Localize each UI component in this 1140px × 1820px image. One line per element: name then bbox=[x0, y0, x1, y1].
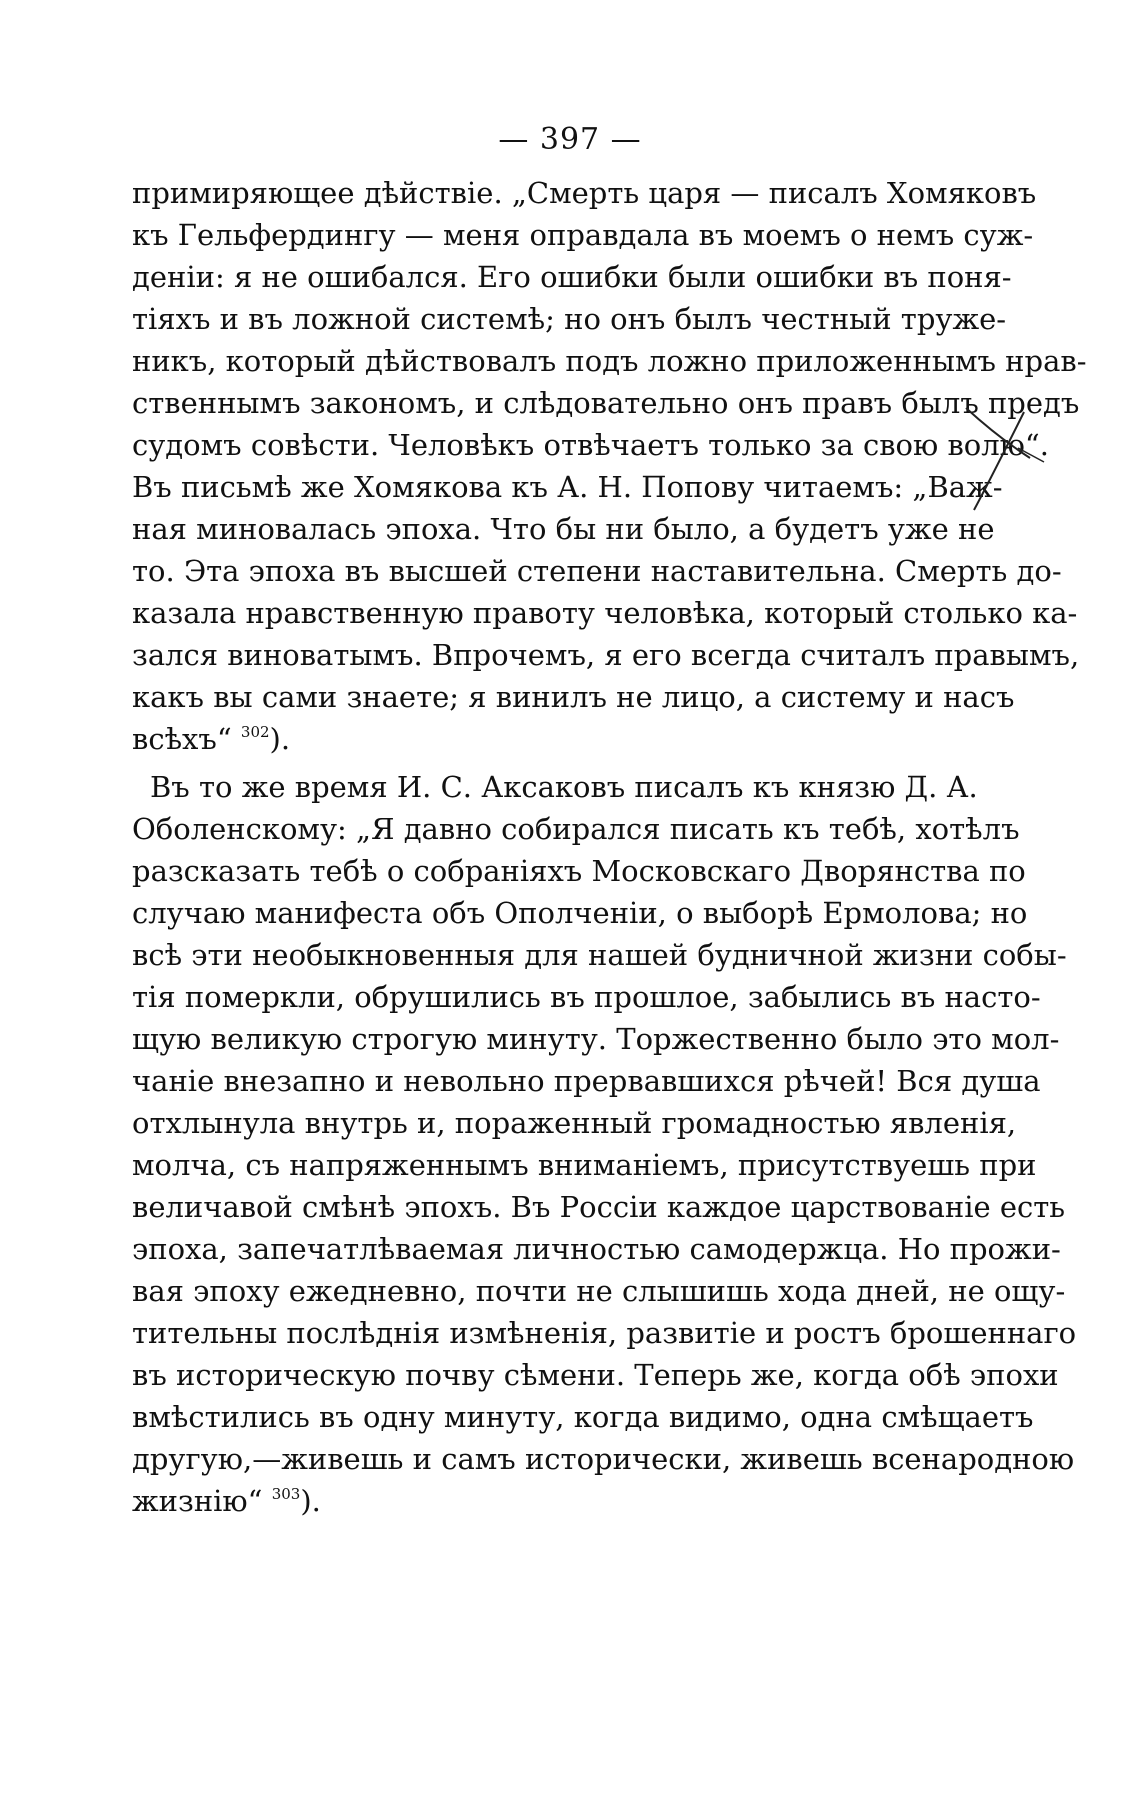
text-line: вмѣстились въ одну минуту, когда видимо, одна смѣщаетъ bbox=[132, 1400, 1034, 1434]
text-line: эпоха, запечатлѣваемая личностью самодержца. Но прожи- bbox=[132, 1232, 1061, 1266]
text-line: ственнымъ закономъ, и слѣдовательно онъ правъ былъ предъ bbox=[132, 386, 1080, 420]
text-line: никъ, который дѣйствовалъ подъ ложно приложеннымъ нрав- bbox=[132, 344, 1087, 378]
text-line: вая эпоху ежедневно, почти не слышишь хода дней, не ощу- bbox=[132, 1274, 1066, 1308]
text-fragment: всѣхъ“ bbox=[132, 722, 232, 756]
text-fragment: жизнію“ bbox=[132, 1484, 263, 1518]
text-fragment: ). bbox=[300, 1484, 321, 1518]
text-line: Въ письмѣ же Хомякова къ А. Н. Попову читаемъ: „Важ- bbox=[132, 470, 1003, 504]
text-line: тія померкли, обрушились въ прошлое, забылись въ насто- bbox=[132, 980, 1041, 1014]
text-line: другую,—живешь и самъ исторически, живешь всенародною bbox=[132, 1442, 1075, 1476]
text-line: молча, съ напряженнымъ вниманіемъ, присутствуешь при bbox=[132, 1148, 1037, 1182]
text-fragment: ). bbox=[269, 722, 291, 756]
text-line: тіяхъ и въ ложной системѣ; но онъ былъ честный труже- bbox=[132, 302, 1007, 336]
text-line: Оболенскому: „Я давно собирался писать къ тебѣ, хотѣлъ bbox=[132, 812, 1020, 846]
text-line: щую великую строгую минуту. Торжественно было это мол- bbox=[132, 1022, 1060, 1056]
text-line: зался виноватымъ. Впрочемъ, я его всегда считалъ правымъ, bbox=[132, 638, 1080, 672]
text-line: примиряющее дѣйствіе. „Смерть царя — писалъ Хомяковъ bbox=[132, 176, 1037, 210]
text-line: въ историческую почву сѣмени. Теперь же, когда обѣ эпохи bbox=[132, 1358, 1059, 1392]
text-line: величавой смѣнѣ эпохъ. Въ Россіи каждое царствованіе есть bbox=[132, 1190, 1066, 1224]
footnote-ref: 302 bbox=[240, 723, 270, 741]
cross-mark-icon bbox=[960, 400, 1050, 520]
footnote-ref: 303 bbox=[271, 1485, 301, 1503]
text-line: какъ вы сами знаете; я винилъ не лицо, а систему и насъ bbox=[132, 680, 1015, 714]
text-line: тительны послѣднія измѣненія, развитіе и ростъ брошеннаго bbox=[132, 1316, 1077, 1350]
paragraph-end-line bbox=[132, 1480, 932, 1522]
page-number: — 397 — bbox=[498, 122, 642, 157]
text-line: деніи: я не ошибался. Его ошибки были ошибки въ поня- bbox=[132, 260, 1012, 294]
text-line: разсказать тебѣ о собраніяхъ Московскаго Дворянства по bbox=[132, 854, 1026, 888]
text-line: Въ то же время И. С. Аксаковъ писалъ къ князю Д. А. bbox=[150, 770, 978, 804]
text-line: всѣ эти необыкновенныя для нашей будничной жизни собы- bbox=[132, 938, 1067, 972]
text-line: то. Эта эпоха въ высшей степени наставительна. Смерть до- bbox=[132, 554, 1062, 588]
paragraph-end-line bbox=[132, 718, 932, 760]
text-line: казала нравственную правоту человѣка, который столько ка- bbox=[132, 596, 1078, 630]
text-line: къ Гельфердингу — меня оправдала въ моемъ о немъ суж- bbox=[132, 218, 1034, 252]
text-line: отхлынула внутрь и, пораженный громадностью явленія, bbox=[132, 1106, 1017, 1140]
text-line: судомъ совѣсти. Человѣкъ отвѣчаетъ только за свою волю“. bbox=[132, 428, 1049, 462]
text-line: случаю манифеста объ Ополченіи, о выборѣ Ермолова; но bbox=[132, 896, 1028, 930]
text-line: чаніе внезапно и невольно прервавшихся рѣчей! Вся душа bbox=[132, 1064, 1041, 1098]
text-line: ная миновалась эпоха. Что бы ни было, а будетъ уже не bbox=[132, 512, 995, 546]
